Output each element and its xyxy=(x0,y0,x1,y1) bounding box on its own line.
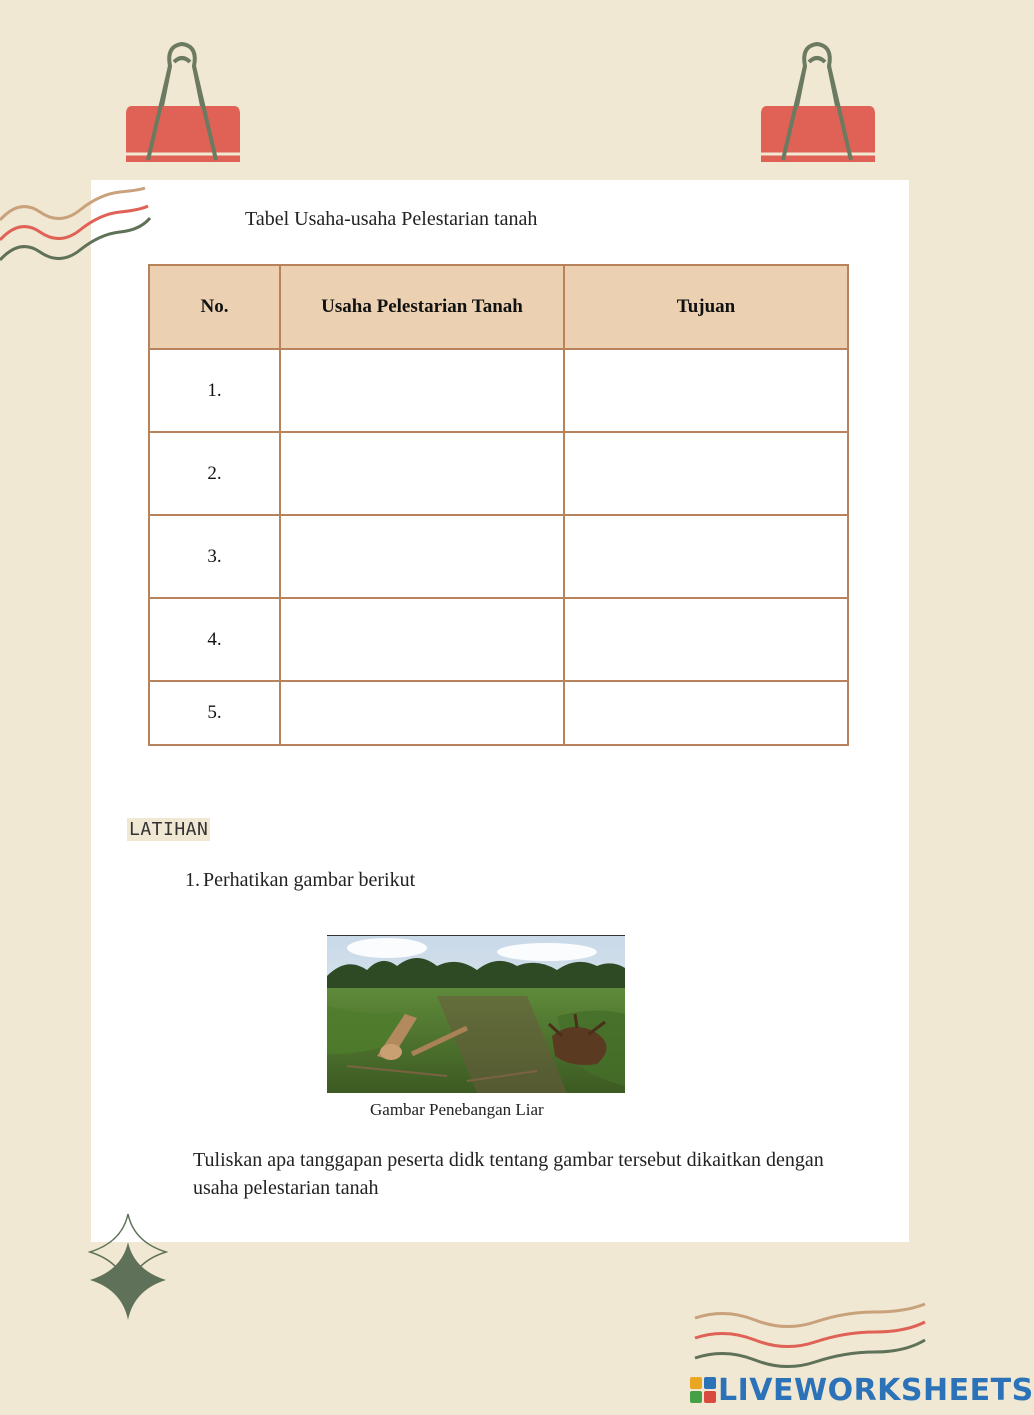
wavy-lines-icon-top-left xyxy=(0,180,150,270)
usaha-answer-cell[interactable] xyxy=(280,349,564,432)
sparkle-star-icon xyxy=(86,1212,170,1324)
wavy-lines-icon-bottom-right xyxy=(695,1300,930,1375)
tujuan-answer-cell[interactable] xyxy=(564,432,848,515)
binder-clip-icon-right xyxy=(757,40,879,166)
image-caption: Gambar Penebangan Liar xyxy=(370,1100,544,1119)
usaha-answer-cell[interactable] xyxy=(280,681,564,745)
brand-name: LIVEWORKSHEETS xyxy=(718,1372,1034,1408)
table-header-row xyxy=(149,265,848,349)
tujuan-answer-cell[interactable] xyxy=(564,598,848,681)
table-row xyxy=(149,515,848,598)
conservation-table xyxy=(148,264,849,746)
usaha-answer-cell[interactable] xyxy=(280,515,564,598)
liveworksheets-logo-icon xyxy=(690,1377,716,1403)
row-number: 3. xyxy=(149,515,280,598)
section-label: LATIHAN xyxy=(129,819,209,840)
tujuan-answer-cell[interactable] xyxy=(564,349,848,432)
table-row xyxy=(149,432,848,515)
header-tujuan: Tujuan xyxy=(564,265,848,349)
row-number: 4. xyxy=(149,598,280,681)
binder-clip-icon-left xyxy=(122,40,244,166)
table-title: Tabel Usaha-usaha Pelestarian tanah xyxy=(245,208,538,230)
liveworksheets-brand xyxy=(690,1372,1034,1408)
tujuan-answer-cell[interactable] xyxy=(564,681,848,745)
table-row xyxy=(149,598,848,681)
row-number: 5. xyxy=(149,681,280,745)
usaha-answer-cell[interactable] xyxy=(280,598,564,681)
illegal-logging-image xyxy=(327,935,625,1093)
header-no: No. xyxy=(149,265,280,349)
question-instruction: Tuliskan apa tanggapan peserta didk tentang gambar tersebut dikaitkan dengan usaha pelestarian tanah xyxy=(193,1149,824,1199)
row-number: 2. xyxy=(149,432,280,515)
question-text: Perhatikan gambar berikut xyxy=(203,869,416,891)
usaha-answer-cell[interactable] xyxy=(280,432,564,515)
table-row xyxy=(149,349,848,432)
tujuan-answer-cell[interactable] xyxy=(564,515,848,598)
row-number: 1. xyxy=(149,349,280,432)
header-usaha: Usaha Pelestarian Tanah xyxy=(280,265,564,349)
question-1 xyxy=(185,869,415,892)
question-number: 1. xyxy=(185,869,200,891)
table-row xyxy=(149,681,848,745)
